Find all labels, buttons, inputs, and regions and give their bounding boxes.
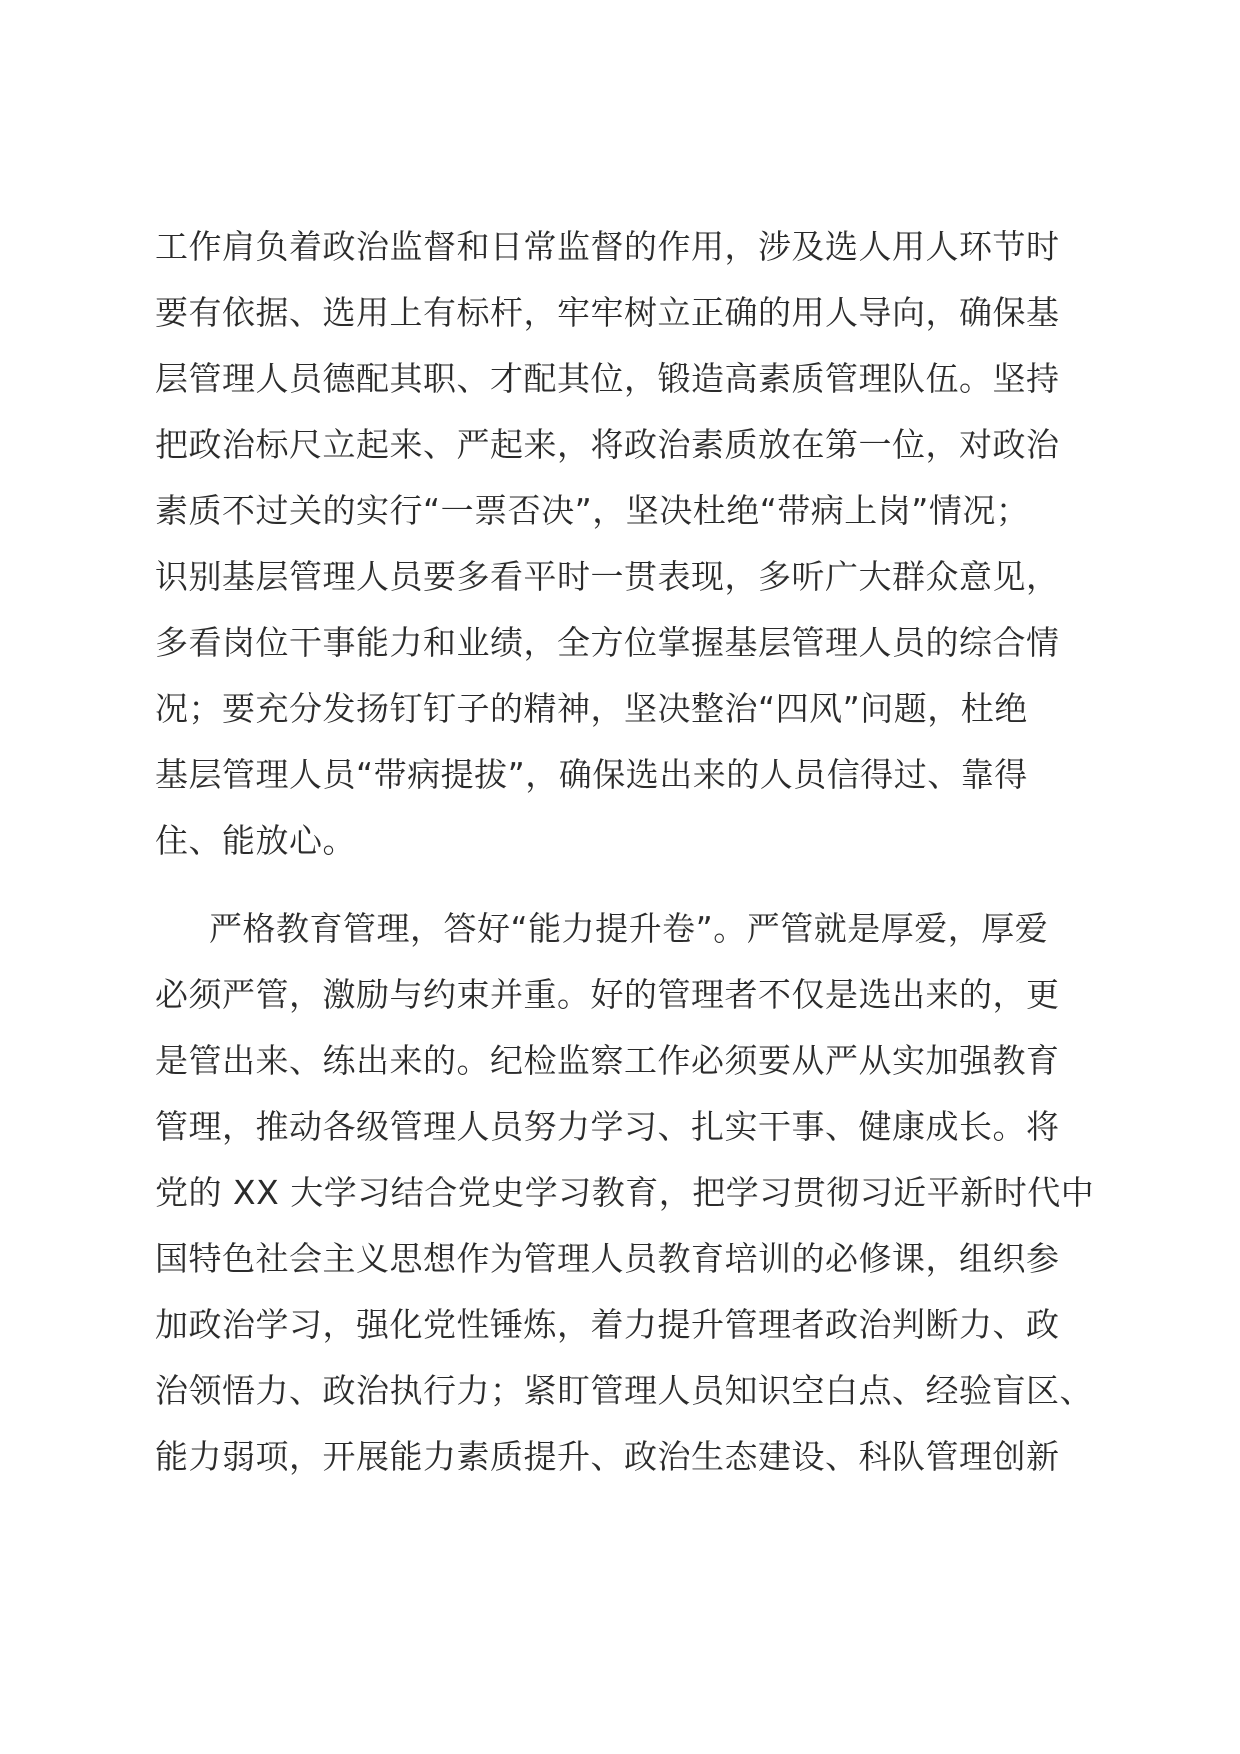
text-line: 多看岗位干事能力和业绩，全方位掌握基层管理人员的综合情 — [155, 623, 1060, 662]
text-line: 工作肩负着政治监督和日常监督的作用，涉及选人用人环节时 — [155, 227, 1060, 266]
text-line: 加政治学习，强化党性锤炼，着力提升管理者政治判断力、政 — [155, 1305, 1060, 1344]
text-line: 管理，推动各级管理人员努力学习、扎实干事、健康成长。将 — [155, 1107, 1060, 1146]
text-line: 住、能放心。 — [155, 821, 356, 860]
text-line: 是管出来、练出来的。纪检监察工作必须要从严从实加强教育 — [155, 1041, 1060, 1080]
text-line: 国特色社会主义思想作为管理人员教育培训的必修课，组织参 — [155, 1239, 1060, 1278]
text-line: 识别基层管理人员要多看平时一贯表现，多听广大群众意见， — [155, 557, 1060, 596]
text-line: 必须严管，激励与约束并重。好的管理者不仅是选出来的，更 — [155, 975, 1060, 1014]
text-line: 基层管理人员“带病提拔”，确保选出来的人员信得过、靠得 — [155, 755, 1028, 794]
text-line: 治领悟力、政治执行力；紧盯管理人员知识空白点、经验盲区、 — [155, 1371, 1093, 1410]
text-line: 素质不过关的实行“一票否决”，坚决杜绝“带病上岗”情况； — [155, 491, 1030, 530]
text-line: 况；要充分发扬钉钉子的精神，坚决整治“四风”问题，杜绝 — [155, 689, 1028, 728]
text-line: 层管理人员德配其职、才配其位，锻造高素质管理队伍。坚持 — [155, 359, 1060, 398]
paragraph-selection-criteria — [155, 214, 1095, 874]
document-body — [155, 214, 1095, 1490]
text-line: 严格教育管理，答好“能力提升卷”。严管就是厚爱，厚爱 — [209, 909, 1049, 948]
paragraph-education-management — [155, 896, 1095, 1490]
paragraph-spacer — [155, 874, 1095, 896]
text-line: 把政治标尺立起来、严起来，将政治素质放在第一位，对政治 — [155, 425, 1060, 464]
text-line: 党的 XX 大学习结合党史学习教育，把学习贯彻习近平新时代中 — [155, 1173, 1095, 1212]
text-line: 能力弱项，开展能力素质提升、政治生态建设、科队管理创新 — [155, 1437, 1060, 1476]
text-line: 要有依据、选用上有标杆，牢牢树立正确的用人导向，确保基 — [155, 293, 1060, 332]
